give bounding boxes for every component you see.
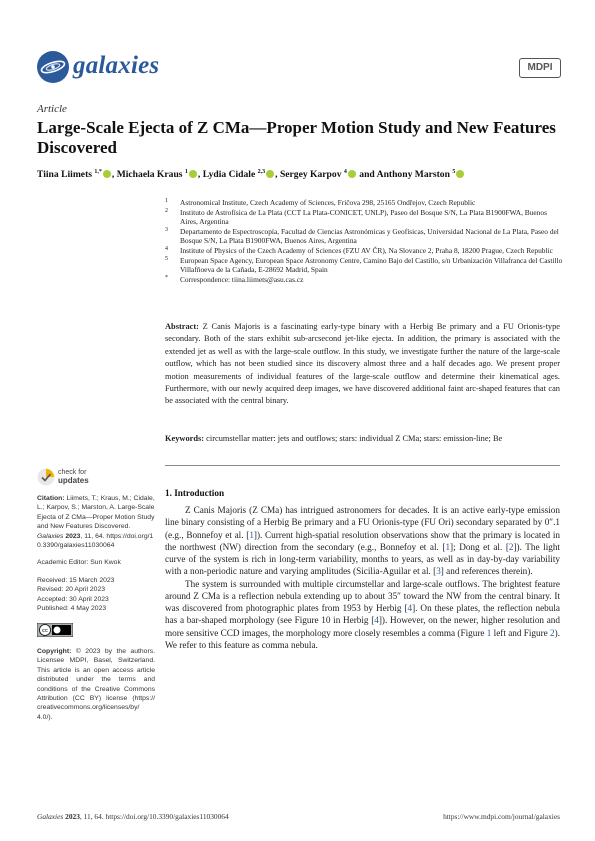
affiliation-item xyxy=(165,256,565,275)
check-line-2: updates xyxy=(58,476,89,485)
affiliation-item xyxy=(165,275,565,285)
abstract-label: Abstract: xyxy=(165,322,199,331)
keywords-label: Keywords: xyxy=(165,434,205,443)
citation-year: 2023 xyxy=(65,532,81,540)
copyright-block xyxy=(37,647,155,722)
citation-link[interactable]: 1 xyxy=(249,529,254,540)
orcid-icon[interactable] xyxy=(189,170,197,178)
section-divider xyxy=(165,465,560,466)
citation-text: Liimets, T.; Kraus, M.; Cidale, L.; Karpov, S.; Marston, A. Large-Scale Ejecta of Z CMa—Proper Motion Study and New Features Discovered. xyxy=(37,495,155,531)
affiliation-text: Astronomical Institute, Czech Academy of Sciences, Fričova 298, 25165 Ondřejov, Czech Republic xyxy=(180,198,476,207)
author-affiliation-number: 5 xyxy=(452,169,456,175)
author-name: Anthony Marston xyxy=(376,169,453,181)
orcid-icon[interactable] xyxy=(456,170,464,178)
affiliation-item xyxy=(165,246,565,256)
paragraph-1: Z Canis Majoris (Z CMa) has intrigued astronomers for decades. It is an active early-type emission line binary consisting of a Herbig Be primary and a FU Orionis-type (FU Ori) secondary separated by 0″.1 (e.g., Bonnefoy et al. [1]). Current high-spatial resolution observations show that the primary is located in the northwest (NW) direction from the secondary (e.g., Bonnefoy et al. [1]; Dong et al. [2]). The light curve of the system is rich in long-term variability, months to years, as well as in day-by-day variability with a non-periodic nature and varying amplitudes (Sicilia-Aguilar et al. [3] and references therein). xyxy=(165,505,560,577)
affiliations xyxy=(165,198,565,284)
citation-link[interactable]: 3 xyxy=(436,566,441,577)
figure-link[interactable]: 2 xyxy=(550,627,555,638)
affiliation-item xyxy=(165,227,565,246)
affiliation-text: Correspondence: tiina.liimets@asu.cas.cz xyxy=(180,274,304,284)
citation-doi-link[interactable]: https://doi.org/10.3390/galaxies11030064 xyxy=(37,532,154,550)
author-name: Sergey Karpov xyxy=(279,169,344,181)
revised-date: Revised: 20 April 2023 xyxy=(37,586,106,594)
sidebar xyxy=(37,468,155,722)
check-for-updates-button[interactable] xyxy=(37,468,155,486)
article-type: Article xyxy=(37,103,67,115)
received-date: Received: 15 March 2023 xyxy=(37,576,115,584)
affiliation-number: 1 xyxy=(165,198,168,204)
abstract xyxy=(165,321,560,408)
author-affiliation-number: 2,3 xyxy=(257,169,266,175)
orcid-icon[interactable] xyxy=(348,170,356,178)
affiliation-number: 2 xyxy=(165,207,168,214)
footer-citation: Galaxies 2023, 11, 64. https://doi.org/10.3390/galaxies11030064 xyxy=(37,812,229,821)
body-text xyxy=(165,504,560,651)
affiliation-item xyxy=(165,208,565,227)
publisher-logo: MDPI xyxy=(519,58,561,78)
author-list: Tiina Liimets $^{1,*}$ , Michaela Kraus $^1$ , Lydia Cidale $^{2,3}$ , Sergey Karpov $^4$ and Anthony Marston $^5$ xyxy=(37,169,577,180)
author-affiliation-number: 1 xyxy=(184,169,188,175)
affiliation-number: 5 xyxy=(165,255,168,262)
affiliation-text: Institute of Physics of the Czech Academy of Sciences (FZU AV ČR), Na Slovance 2, Praha 8, 18200 Prague, Czech Republic xyxy=(180,245,553,255)
figure-link[interactable]: 1 xyxy=(486,627,492,638)
citation-volume: , 11, 64. xyxy=(80,532,105,540)
svg-text:cc: cc xyxy=(41,628,49,635)
citation-label: Citation: xyxy=(37,495,65,502)
footer-journal-url[interactable]: https://www.mdpi.com/journal/galaxies xyxy=(443,812,560,821)
abstract-text: Z Canis Majoris is a fascinating early-type binary with a Herbig Be primary and a FU Orionis-type secondary. Both of the stars exhibit sub-arcsecond jet-like ejecta. In addition, the primary is associated with the extended jet as well as with the large-scale outflow. In this study, we investigate further the nature of the large-scale outflow, which has not been studied since its discovery almost three and a half decades ago. We present proper motion measurements of individual features of the large-scale outflow and determine their kinematical ages. Furthermore, with our newly acquired deep images, we have discovered additional faint arc-shaped features that can be associated with the central binary. xyxy=(165,322,560,406)
author-affiliation-number: 1,* xyxy=(94,169,102,175)
copyright-label: Copyright: xyxy=(37,647,72,655)
affiliation-text: Instituto de Astrofísica de La Plata (CCT La Plata-CONICET, UNLP), Paseo del Bosque S/N, La Plata B1900FWA, Buenos Aires, Argentina xyxy=(180,207,547,227)
affiliation-item xyxy=(165,198,565,208)
citation-link[interactable]: 1 xyxy=(445,541,451,552)
creative-commons-icon[interactable] xyxy=(37,623,73,637)
page-footer xyxy=(37,812,560,821)
dates-block xyxy=(37,576,155,614)
copyright-text: © 2023 by the authors. Licensee MDPI, Basel, Switzerland. This article is an open access article distributed under the terms and conditions of the Creative Commons Attribution (CC BY) license (https:// creativecommons.org/licenses/by/ 4.0/). xyxy=(37,647,155,721)
author-name: Tiina Liimets xyxy=(37,169,95,181)
citation-block xyxy=(37,494,155,550)
affiliation-text: European Space Agency, European Space Astronomy Centre, Camino Bajo del Castillo, s/n Urbanización Villafranca del Castillo Villafñoeva de la Cañada, E-28692 Madrid, Spain xyxy=(180,255,563,275)
keywords-text: circumstellar matter: jets and outflows; stars: individual Z CMa; stars: emission-line; Be xyxy=(206,434,503,443)
affiliation-text: Departamento de Espectroscopía, Facultad de Ciencias Astronómicas y Geofísicas, Universidad Nacional de La Plata, Paseo del Bosque S/N, La Plata B1900FWA, Buenos Aires, Argentina xyxy=(180,226,559,246)
orcid-icon[interactable] xyxy=(103,170,111,178)
affiliation-number: * xyxy=(165,274,168,281)
paragraph-2: The system is surrounded with multiple circumstellar and large-scale outflows. The brightest feature around Z CMa is a reflection nebula extending up to about 35″ toward the NW from the central binary. It was discovered from photographic plates from 1953 by Herbig [4]. On these plates, the reflection nebula has a bar-shaped morphology (see Figure 10 in Herbig [4]). However, on the newer, higher resolution and more sensitive CCD images, the morphology more closely resembles a comma (Figure 1 left and Figure 2). We refer to this feature as comma nebula. xyxy=(165,578,560,650)
journal-name: galaxies xyxy=(73,52,160,79)
citation-link[interactable]: 4 xyxy=(374,615,379,626)
accepted-date: Accepted: 30 April 2023 xyxy=(37,595,109,603)
keywords xyxy=(165,434,560,443)
check-line-1: check for xyxy=(58,468,87,476)
citation-link[interactable]: 4 xyxy=(407,603,413,613)
affiliation-number: 4 xyxy=(165,245,168,252)
check-updates-icon xyxy=(37,468,55,486)
section-heading: 1. Introduction xyxy=(165,488,225,498)
affiliation-number: 3 xyxy=(165,226,168,233)
author-name: Lydia Cidale xyxy=(202,169,258,181)
author-name: Michaela Kraus xyxy=(116,169,185,181)
orcid-icon[interactable] xyxy=(266,170,274,178)
author-affiliation-number: 4 xyxy=(343,169,347,175)
citation-journal: Galaxies xyxy=(37,532,64,540)
galaxies-logo-icon xyxy=(36,50,70,84)
academic-editor: Academic Editor: Sun Kwok xyxy=(37,559,121,567)
article-title: Large-Scale Ejecta of Z CMa—Proper Motion Study and New Features Discovered xyxy=(37,118,556,157)
published-date: Published: 4 May 2023 xyxy=(37,605,107,613)
citation-link[interactable]: 2 xyxy=(508,541,514,552)
